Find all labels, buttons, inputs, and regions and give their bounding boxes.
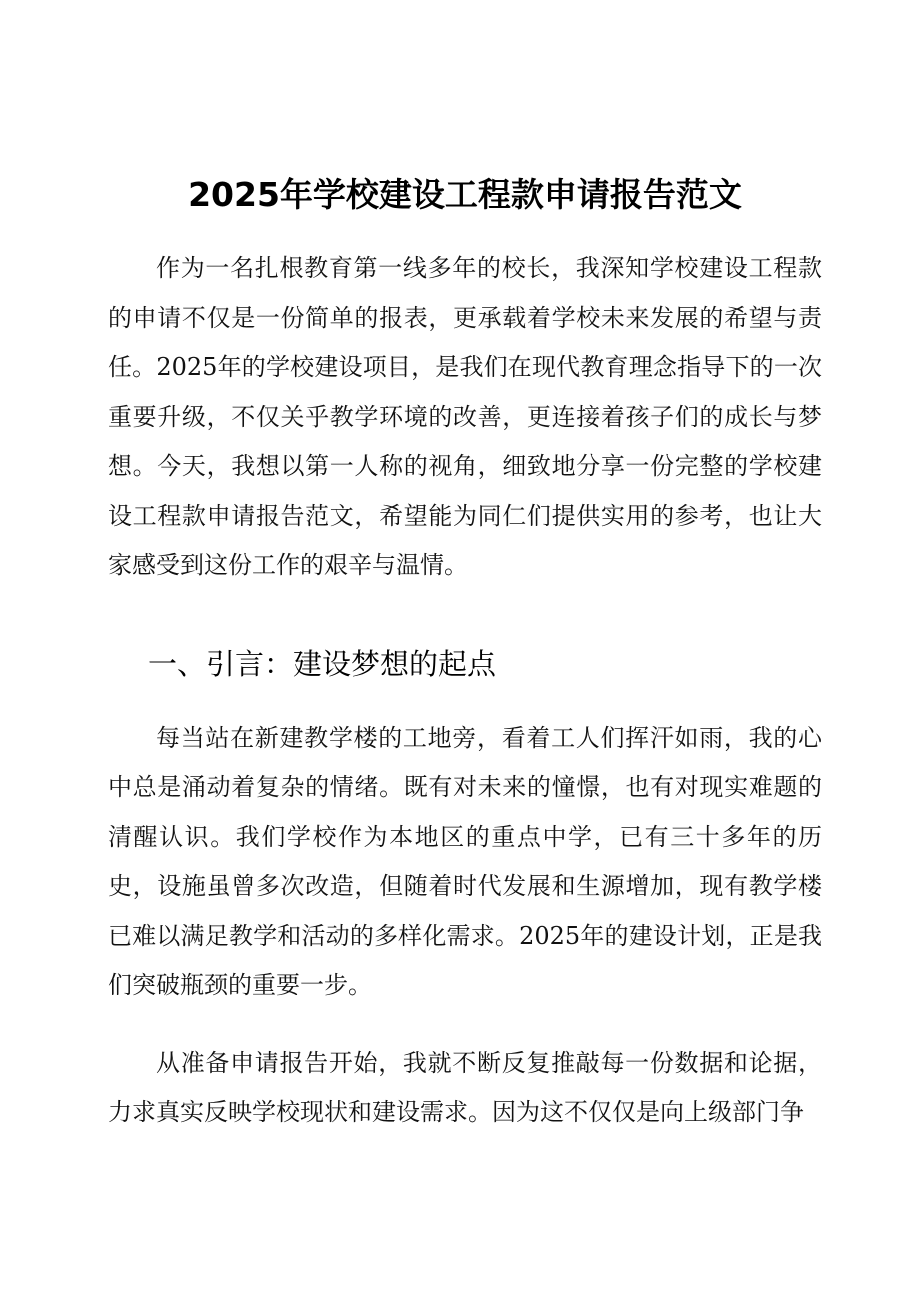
body-paragraph: 每当站在新建教学楼的工地旁，看着工人们挥汗如雨，我的心中总是涌动着复杂的情绪。既有对未来的憧憬，也有对现实难题的清醒认识。我们学校作为本地区的重点中学，已有三十多年的历史，设施虽曾多次改造，但随着时代发展和生源增加，现有教学楼已难以满足教学和活动的多样化需求。2025年的建设计划，正是我们突破瓶颈的重要一步。 — [108, 723, 822, 999]
body-paragraph: 从准备申请报告开始，我就不断反复推敲每一份数据和论据，力求真实反映学校现状和建设需求。因为这不仅仅是向上级部门争 — [108, 1048, 822, 1126]
document-title: 2025年学校建设工程款申请报告范文 — [188, 175, 742, 214]
section-heading: 一、引言：建设梦想的起点 — [148, 646, 497, 681]
intro-paragraph: 作为一名扎根教育第一线多年的校长，我深知学校建设工程款的申请不仅是一份简单的报表，更承载着学校未来发展的希望与责任。2025年的学校建设项目，是我们在现代教育理念指导下的一次重要升级，不仅关乎教学环境的改善，更连接着孩子们的成长与梦想。今天，我想以第一人称的视角，细致地分享一份完整的学校建设工程款申请报告范文，希望能为同仁们提供实用的参考，也让大家感受到这份工作的艰辛与温情。 — [108, 254, 822, 579]
